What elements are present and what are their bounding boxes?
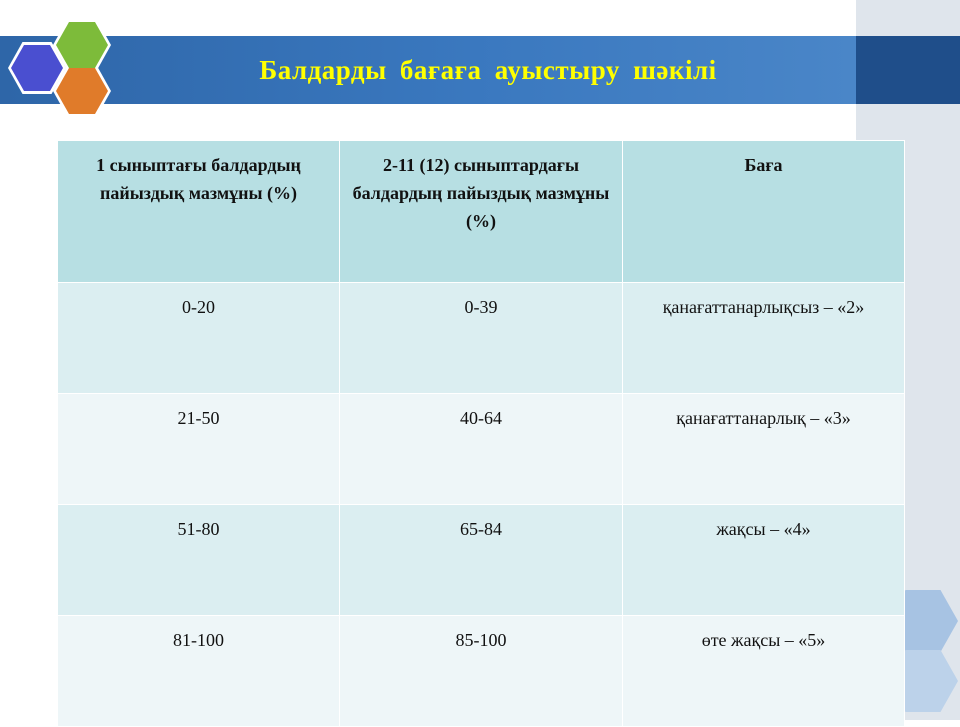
header-grade1-percent: 1 сыныптағы балдардың пайыздық мазмұны (%) <box>58 141 340 283</box>
cell-grade: қанағаттанарлық – «3» <box>623 394 905 505</box>
header-grade2-11-percent: 2-11 (12) сыныптардағы балдардың пайыздық мазмұны (%) <box>340 141 623 283</box>
header-grade: Баға <box>623 141 905 283</box>
table-row <box>58 505 905 616</box>
table-row <box>58 283 905 394</box>
cell-grade: өте жақсы – «5» <box>623 616 905 727</box>
cell-grade2-11-range: 40-64 <box>340 394 623 505</box>
table-row <box>58 616 905 727</box>
side-decor-dark-band <box>856 36 960 104</box>
cell-grade1-range: 51-80 <box>58 505 340 616</box>
cell-grade2-11-range: 65-84 <box>340 505 623 616</box>
table-header-row <box>58 141 905 283</box>
slide-title: Балдарды бағаға ауыстыру шәкілі <box>259 54 717 85</box>
cell-grade: жақсы – «4» <box>623 505 905 616</box>
cell-grade1-range: 81-100 <box>58 616 340 727</box>
cell-grade: қанағаттанарлықсыз – «2» <box>623 283 905 394</box>
table-row <box>58 394 905 505</box>
cell-grade1-range: 21-50 <box>58 394 340 505</box>
cell-grade2-11-range: 85-100 <box>340 616 623 727</box>
cell-grade1-range: 0-20 <box>58 283 340 394</box>
cell-grade2-11-range: 0-39 <box>340 283 623 394</box>
grade-conversion-table <box>57 140 905 727</box>
